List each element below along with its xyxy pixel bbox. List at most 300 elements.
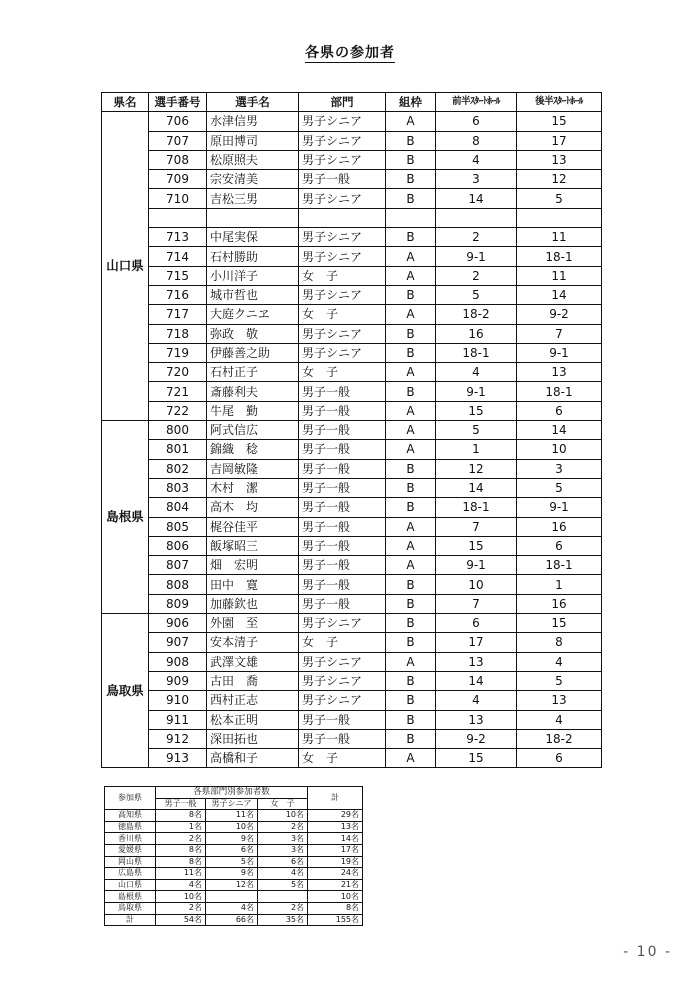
summary-total-cell: 14名 [308, 833, 363, 845]
division-cell: 男子シニア [299, 343, 386, 362]
table-row [102, 228, 602, 247]
prefecture-cell: 鳥取県 [102, 614, 149, 768]
second-half-start-cell: 18-1 [517, 556, 602, 575]
first-half-start-cell: 6 [436, 614, 517, 633]
group-cell: B [386, 228, 436, 247]
player-number-cell: 913 [149, 749, 207, 768]
group-cell: B [386, 170, 436, 189]
division-cell: 男子一般 [299, 421, 386, 440]
player-number-cell: 802 [149, 459, 207, 478]
table-row [102, 305, 602, 324]
division-cell: 女 子 [299, 305, 386, 324]
summary-women-cell: 35名 [258, 914, 308, 926]
player-name-cell: 古田 喬 [207, 671, 299, 690]
division-cell: 男子シニア [299, 285, 386, 304]
summary-men-general-cell: 2名 [156, 833, 206, 845]
group-cell: B [386, 382, 436, 401]
player-name-cell: 城市哲也 [207, 285, 299, 304]
player-name-cell: 武澤文雄 [207, 652, 299, 671]
first-half-start-cell: 16 [436, 324, 517, 343]
summary-men-general-cell: 8名 [156, 856, 206, 868]
player-name-cell: 松原照夫 [207, 150, 299, 169]
player-number-cell: 800 [149, 421, 207, 440]
summary-total-cell: 24名 [308, 868, 363, 880]
table-row [102, 421, 602, 440]
player-name-cell: 伊藤善之助 [207, 343, 299, 362]
division-cell [299, 208, 386, 227]
division-cell: 男子シニア [299, 112, 386, 131]
division-cell: 男子シニア [299, 247, 386, 266]
second-half-start-cell: 15 [517, 614, 602, 633]
summary-men-senior-cell: 6名 [206, 844, 258, 856]
division-cell: 男子シニア [299, 652, 386, 671]
participants-header-row [102, 93, 602, 112]
division-cell: 男子シニア [299, 189, 386, 208]
second-half-start-cell: 5 [517, 671, 602, 690]
table-row [102, 266, 602, 285]
division-cell: 男子一般 [299, 170, 386, 189]
summary-row [105, 810, 363, 822]
first-half-start-cell: 18-1 [436, 343, 517, 362]
player-number-cell: 709 [149, 170, 207, 189]
division-cell: 男子シニア [299, 131, 386, 150]
summary-prefecture-cell: 愛媛県 [105, 844, 156, 856]
summary-prefecture-cell: 高知県 [105, 810, 156, 822]
group-cell: A [386, 305, 436, 324]
first-half-start-cell: 14 [436, 478, 517, 497]
table-row [102, 343, 602, 362]
table-row [102, 247, 602, 266]
table-row [102, 131, 602, 150]
summary-women-cell: 2名 [258, 902, 308, 914]
summary-row [105, 844, 363, 856]
player-number-cell: 801 [149, 440, 207, 459]
table-row [102, 208, 602, 227]
group-cell: A [386, 266, 436, 285]
player-name-cell: 松本正明 [207, 710, 299, 729]
first-half-start-cell: 4 [436, 150, 517, 169]
second-half-start-cell: 9-1 [517, 343, 602, 362]
summary-total-cell: 155名 [308, 914, 363, 926]
second-half-start-cell: 5 [517, 189, 602, 208]
player-number-cell: 722 [149, 401, 207, 420]
player-number-cell: 804 [149, 498, 207, 517]
second-half-start-cell: 9-2 [517, 305, 602, 324]
player-name-cell [207, 208, 299, 227]
second-half-start-cell: 18-1 [517, 247, 602, 266]
division-cell: 男子一般 [299, 710, 386, 729]
second-half-start-cell: 5 [517, 478, 602, 497]
group-cell: A [386, 440, 436, 459]
first-half-start-cell: 1 [436, 440, 517, 459]
player-number-cell [149, 208, 207, 227]
summary-prefecture-cell: 鳥取県 [105, 902, 156, 914]
group-cell: A [386, 401, 436, 420]
second-half-start-cell: 6 [517, 401, 602, 420]
summary-men-senior-cell: 5名 [206, 856, 258, 868]
header-first-half-start: 前半ｽﾀｰﾄﾎｰﾙ [436, 93, 517, 112]
player-name-cell: 水津信男 [207, 112, 299, 131]
table-row [102, 614, 602, 633]
second-half-start-cell: 1 [517, 575, 602, 594]
summary-header-women: 女 子 [258, 798, 308, 810]
division-cell: 女 子 [299, 363, 386, 382]
player-number-cell: 718 [149, 324, 207, 343]
table-row [102, 749, 602, 768]
player-number-cell: 805 [149, 517, 207, 536]
first-half-start-cell: 13 [436, 652, 517, 671]
header-group: 組枠 [386, 93, 436, 112]
header-prefecture: 県名 [102, 93, 149, 112]
page-title: 各県の参加者 [305, 45, 395, 61]
summary-total-cell: 17名 [308, 844, 363, 856]
group-cell: A [386, 247, 436, 266]
first-half-start-cell: 5 [436, 285, 517, 304]
player-name-cell: 牛尾 勤 [207, 401, 299, 420]
header-division: 部門 [299, 93, 386, 112]
first-half-start-cell: 15 [436, 749, 517, 768]
first-half-start-cell: 9-1 [436, 556, 517, 575]
player-name-cell: 梶谷佳平 [207, 517, 299, 536]
second-half-start-cell: 4 [517, 710, 602, 729]
player-number-cell: 807 [149, 556, 207, 575]
summary-women-cell: 2名 [258, 821, 308, 833]
group-cell: B [386, 285, 436, 304]
second-half-start-cell: 13 [517, 691, 602, 710]
player-number-cell: 721 [149, 382, 207, 401]
group-cell: B [386, 343, 436, 362]
summary-row [105, 902, 363, 914]
first-half-start-cell: 5 [436, 421, 517, 440]
second-half-start-cell: 3 [517, 459, 602, 478]
division-cell: 女 子 [299, 633, 386, 652]
second-half-start-cell: 14 [517, 421, 602, 440]
summary-women-cell: 3名 [258, 833, 308, 845]
prefecture-cell: 島根県 [102, 421, 149, 614]
group-cell: A [386, 112, 436, 131]
second-half-start-cell: 15 [517, 112, 602, 131]
second-half-start-cell: 11 [517, 266, 602, 285]
group-cell: B [386, 131, 436, 150]
player-name-cell: 原田博司 [207, 131, 299, 150]
division-cell: 男子一般 [299, 729, 386, 748]
second-half-start-cell: 8 [517, 633, 602, 652]
summary-men-senior-cell: 11名 [206, 810, 258, 822]
first-half-start-cell: 2 [436, 228, 517, 247]
player-number-cell: 912 [149, 729, 207, 748]
summary-row [105, 879, 363, 891]
group-cell: B [386, 575, 436, 594]
summary-women-cell: 6名 [258, 856, 308, 868]
summary-men-general-cell: 1名 [156, 821, 206, 833]
summary-men-senior-cell: 10名 [206, 821, 258, 833]
summary-prefecture-cell: 島根県 [105, 891, 156, 903]
division-cell: 男子シニア [299, 228, 386, 247]
first-half-start-cell: 2 [436, 266, 517, 285]
summary-prefecture-cell: 広島県 [105, 868, 156, 880]
summary-row [105, 833, 363, 845]
summary-women-cell: 3名 [258, 844, 308, 856]
second-half-start-cell: 12 [517, 170, 602, 189]
table-row [102, 382, 602, 401]
summary-total-cell: 13名 [308, 821, 363, 833]
summary-men-senior-cell: 4名 [206, 902, 258, 914]
player-number-cell: 715 [149, 266, 207, 285]
player-name-cell: 加藤欽也 [207, 594, 299, 613]
summary-women-cell: 5名 [258, 879, 308, 891]
group-cell: B [386, 729, 436, 748]
player-number-cell: 806 [149, 536, 207, 555]
first-half-start-cell: 7 [436, 517, 517, 536]
player-name-cell: 飯塚昭三 [207, 536, 299, 555]
summary-women-cell: 4名 [258, 868, 308, 880]
table-row [102, 633, 602, 652]
group-cell: A [386, 536, 436, 555]
division-cell: 女 子 [299, 749, 386, 768]
group-cell: A [386, 556, 436, 575]
second-half-start-cell: 16 [517, 594, 602, 613]
table-row [102, 324, 602, 343]
first-half-start-cell: 6 [436, 112, 517, 131]
table-row [102, 691, 602, 710]
first-half-start-cell: 4 [436, 363, 517, 382]
player-name-cell: 畑 宏明 [207, 556, 299, 575]
player-number-cell: 717 [149, 305, 207, 324]
first-half-start-cell: 18-1 [436, 498, 517, 517]
division-cell: 男子一般 [299, 575, 386, 594]
summary-total-cell: 10名 [308, 891, 363, 903]
group-cell: B [386, 633, 436, 652]
player-number-cell: 906 [149, 614, 207, 633]
table-row [102, 517, 602, 536]
player-number-cell: 713 [149, 228, 207, 247]
player-number-cell: 809 [149, 594, 207, 613]
player-name-cell: 深田拓也 [207, 729, 299, 748]
second-half-start-cell: 10 [517, 440, 602, 459]
second-half-start-cell: 13 [517, 363, 602, 382]
summary-men-general-cell: 2名 [156, 902, 206, 914]
table-row [102, 594, 602, 613]
player-name-cell: 外園 至 [207, 614, 299, 633]
summary-men-senior-cell: 9名 [206, 833, 258, 845]
group-cell [386, 208, 436, 227]
player-number-cell: 907 [149, 633, 207, 652]
player-number-cell: 710 [149, 189, 207, 208]
summary-row [105, 821, 363, 833]
player-number-cell: 707 [149, 131, 207, 150]
player-name-cell: 石村正子 [207, 363, 299, 382]
summary-prefecture-cell: 岡山県 [105, 856, 156, 868]
summary-prefecture-cell: 徳島県 [105, 821, 156, 833]
group-cell: B [386, 498, 436, 517]
summary-table [104, 786, 363, 926]
summary-header-men-senior: 男子シニア [206, 798, 258, 810]
first-half-start-cell: 18-2 [436, 305, 517, 324]
first-half-start-cell: 14 [436, 189, 517, 208]
table-row [102, 556, 602, 575]
division-cell: 男子一般 [299, 478, 386, 497]
participants-table [101, 92, 602, 768]
division-cell: 男子一般 [299, 440, 386, 459]
division-cell: 男子一般 [299, 556, 386, 575]
player-name-cell: 小川洋子 [207, 266, 299, 285]
second-half-start-cell: 6 [517, 749, 602, 768]
summary-row [105, 868, 363, 880]
group-cell: B [386, 671, 436, 690]
group-cell: B [386, 710, 436, 729]
table-row [102, 459, 602, 478]
first-half-start-cell [436, 208, 517, 227]
player-number-cell: 714 [149, 247, 207, 266]
player-name-cell: 中尾実保 [207, 228, 299, 247]
first-half-start-cell: 17 [436, 633, 517, 652]
group-cell: B [386, 459, 436, 478]
player-name-cell: 宗安清美 [207, 170, 299, 189]
summary-women-cell [258, 891, 308, 903]
table-row [102, 150, 602, 169]
summary-total-cell: 8名 [308, 902, 363, 914]
summary-prefecture-cell: 山口県 [105, 879, 156, 891]
first-half-start-cell: 7 [436, 594, 517, 613]
first-half-start-cell: 9-1 [436, 382, 517, 401]
table-row [102, 478, 602, 497]
summary-men-general-cell: 4名 [156, 879, 206, 891]
summary-row [105, 914, 363, 926]
summary-row [105, 856, 363, 868]
player-number-cell: 908 [149, 652, 207, 671]
player-name-cell: 吉松三男 [207, 189, 299, 208]
player-name-cell: 錦織 稔 [207, 440, 299, 459]
summary-total-cell: 19名 [308, 856, 363, 868]
table-row [102, 440, 602, 459]
second-half-start-cell [517, 208, 602, 227]
table-row [102, 536, 602, 555]
header-player-number: 選手番号 [149, 93, 207, 112]
player-name-cell: 弥政 敬 [207, 324, 299, 343]
player-name-cell: 高橋和子 [207, 749, 299, 768]
summary-header-group: 各県部門別参加者数 [156, 787, 308, 799]
summary-men-general-cell: 11名 [156, 868, 206, 880]
first-half-start-cell: 15 [436, 536, 517, 555]
player-name-cell: 大庭クニヱ [207, 305, 299, 324]
table-row [102, 285, 602, 304]
summary-header-prefecture: 参加県 [105, 787, 156, 810]
summary-total-cell: 29名 [308, 810, 363, 822]
player-name-cell: 阿式信広 [207, 421, 299, 440]
summary-row [105, 891, 363, 903]
summary-men-senior-cell [206, 891, 258, 903]
division-cell: 男子一般 [299, 517, 386, 536]
division-cell: 男子シニア [299, 150, 386, 169]
second-half-start-cell: 4 [517, 652, 602, 671]
player-name-cell: 木村 潔 [207, 478, 299, 497]
second-half-start-cell: 7 [517, 324, 602, 343]
division-cell: 男子シニア [299, 324, 386, 343]
summary-women-cell: 10名 [258, 810, 308, 822]
second-half-start-cell: 18-2 [517, 729, 602, 748]
table-row [102, 112, 602, 131]
second-half-start-cell: 9-1 [517, 498, 602, 517]
summary-men-senior-cell: 12名 [206, 879, 258, 891]
first-half-start-cell: 15 [436, 401, 517, 420]
first-half-start-cell: 14 [436, 671, 517, 690]
player-name-cell: 石村勝助 [207, 247, 299, 266]
player-number-cell: 708 [149, 150, 207, 169]
player-number-cell: 911 [149, 710, 207, 729]
player-number-cell: 719 [149, 343, 207, 362]
division-cell: 男子シニア [299, 614, 386, 633]
player-name-cell: 斎藤利夫 [207, 382, 299, 401]
division-cell: 男子一般 [299, 594, 386, 613]
summary-men-general-cell: 8名 [156, 810, 206, 822]
table-row [102, 575, 602, 594]
summary-men-senior-cell: 66名 [206, 914, 258, 926]
second-half-start-cell: 14 [517, 285, 602, 304]
summary-prefecture-cell: 計 [105, 914, 156, 926]
group-cell: B [386, 189, 436, 208]
group-cell: A [386, 363, 436, 382]
table-row [102, 189, 602, 208]
prefecture-cell: 山口県 [102, 112, 149, 421]
second-half-start-cell: 11 [517, 228, 602, 247]
second-half-start-cell: 17 [517, 131, 602, 150]
group-cell: A [386, 652, 436, 671]
division-cell: 男子一般 [299, 401, 386, 420]
division-cell: 男子一般 [299, 536, 386, 555]
player-name-cell: 高木 均 [207, 498, 299, 517]
group-cell: A [386, 749, 436, 768]
table-row [102, 671, 602, 690]
player-name-cell: 吉岡敏隆 [207, 459, 299, 478]
division-cell: 男子一般 [299, 498, 386, 517]
player-name-cell: 安本清子 [207, 633, 299, 652]
page-number: - 10 - [623, 944, 672, 960]
group-cell: B [386, 324, 436, 343]
first-half-start-cell: 13 [436, 710, 517, 729]
summary-men-general-cell: 10名 [156, 891, 206, 903]
header-second-half-start: 後半ｽﾀｰﾄﾎｰﾙ [517, 93, 602, 112]
table-row [102, 652, 602, 671]
player-number-cell: 808 [149, 575, 207, 594]
summary-men-senior-cell: 9名 [206, 868, 258, 880]
table-row [102, 729, 602, 748]
player-number-cell: 720 [149, 363, 207, 382]
group-cell: B [386, 614, 436, 633]
player-name-cell: 西村正志 [207, 691, 299, 710]
second-half-start-cell: 13 [517, 150, 602, 169]
first-half-start-cell: 8 [436, 131, 517, 150]
group-cell: B [386, 150, 436, 169]
first-half-start-cell: 4 [436, 691, 517, 710]
player-number-cell: 803 [149, 478, 207, 497]
second-half-start-cell: 16 [517, 517, 602, 536]
table-row [102, 170, 602, 189]
player-number-cell: 706 [149, 112, 207, 131]
summary-prefecture-cell: 香川県 [105, 833, 156, 845]
second-half-start-cell: 18-1 [517, 382, 602, 401]
summary-total-cell: 21名 [308, 879, 363, 891]
first-half-start-cell: 3 [436, 170, 517, 189]
player-number-cell: 909 [149, 671, 207, 690]
division-cell: 男子シニア [299, 691, 386, 710]
table-row [102, 710, 602, 729]
group-cell: B [386, 478, 436, 497]
player-number-cell: 910 [149, 691, 207, 710]
summary-header-total: 計 [308, 787, 363, 810]
first-half-start-cell: 10 [436, 575, 517, 594]
table-row [102, 363, 602, 382]
second-half-start-cell: 6 [517, 536, 602, 555]
